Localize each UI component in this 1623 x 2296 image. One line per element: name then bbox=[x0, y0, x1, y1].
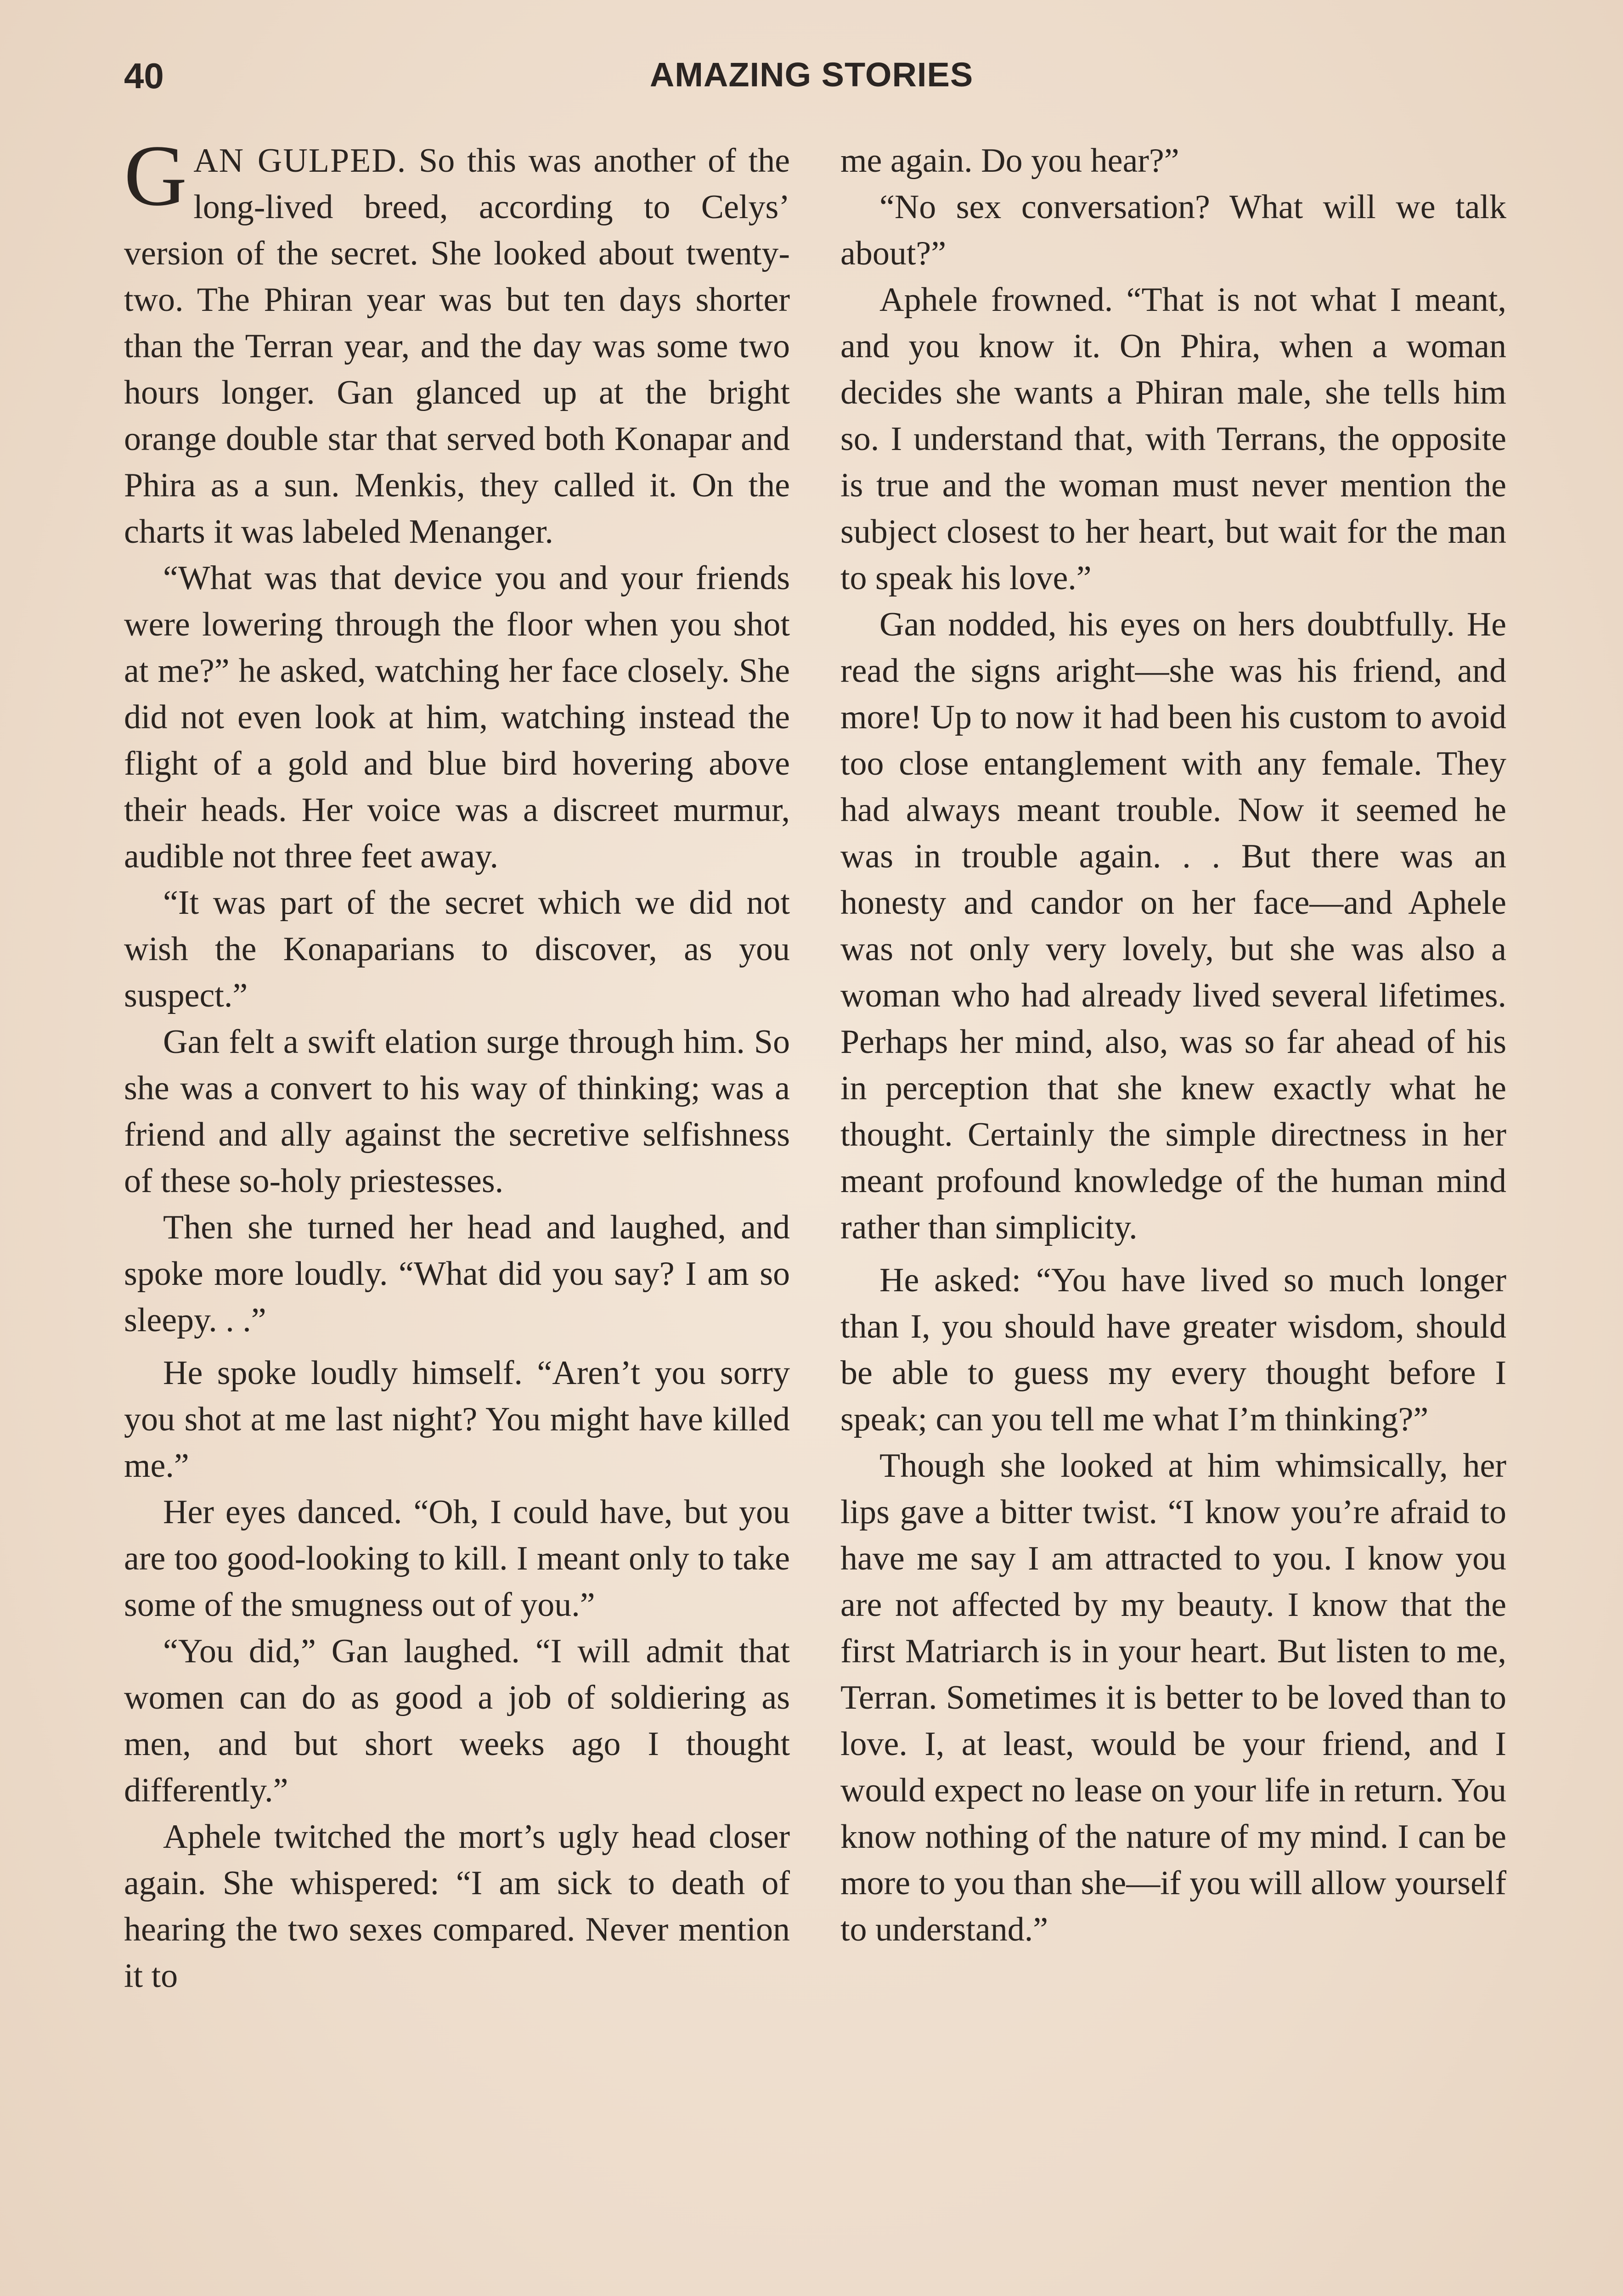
paragraph: Gan felt a swift elation surge through him. So she was a convert to his way of thinking; was a friend and ally against the secretive selfishness of these so-holy priestesses. bbox=[124, 1023, 790, 1200]
paragraph: “What was that device you and your friends were lowering through the floor when you shot at me?” he asked, watching her face closely. She did not even look at him, watching instead the flight of a gold and blue bird hovering above their heads. Her voice was a discreet murmur, audible not three feet away. bbox=[124, 559, 790, 875]
paragraph: Aphele twitched the mort’s ugly head closer again. She whispered: “I am sick to death of hearing the two sexes compared. Never mention it to bbox=[124, 1818, 790, 1995]
paragraph: He spoke loudly himself. “Aren’t you sorry you shot at me last night? You might have killed me.” bbox=[124, 1354, 790, 1485]
paragraph: Her eyes danced. “Oh, I could have, but you are too good-looking to kill. I meant only to take some of the smugness out of you.” bbox=[124, 1493, 790, 1624]
drop-cap: G bbox=[124, 138, 187, 224]
paragraph: Gan nodded, his eyes on hers doubtfully. He read the signs aright—she was his friend, and more! Up to now it had been his custom to avoid too close entanglement with any female. They had always meant trouble. Now it seemed he was in trouble again. . . But there was an honesty and candor on her face—and Aphele was not only very lovely, but she was also a woman who had already lived several lifetimes. Perhaps her mind, also, was so far ahead of his in perception that she knew exactly what he thought. Certainly the simple directness in her meant profound knowledge of the human mind rather than simplicity. bbox=[840, 606, 1506, 1246]
right-column bbox=[840, 138, 1506, 2296]
paragraph: “It was part of the secret which we did not wish the Konaparians to discover, as you suspect.” bbox=[124, 884, 790, 1014]
opening-text: So this was another of the long-lived breed, according to Celys’ version of the secret. She looked about twenty-two. The Phiran year was but ten days shorter than the Terran year, and the day was some two hours longer. Gan glanced up at the bright orange double star that served both Konapar and Phira as a sun. Menkis, they called it. On the charts it was labeled Menanger. bbox=[124, 142, 790, 551]
paragraph: Then she turned her head and laughed, and spoke more loudly. “What did you say? I am so sleepy. . .” bbox=[124, 1209, 790, 1339]
paragraph: Aphele frowned. “That is not what I meant, and you know it. On Phira, when a woman decides she wants a Phiran male, she tells him so. I understand that, with Terrans, the opposite is true and the woman must never mention the subject closest to her heart, but wait for the man to speak his love.” bbox=[840, 281, 1506, 597]
page-header bbox=[124, 55, 1499, 106]
continued-paragraph: me again. Do you hear?” bbox=[840, 142, 1179, 180]
paragraph: “No sex conversation? What will we talk about?” bbox=[840, 188, 1506, 272]
left-column bbox=[124, 138, 790, 2296]
paragraph: “You did,” Gan laughed. “I will admit that women can do as good a job of soldiering as men, and but short weeks ago I thought differently.” bbox=[124, 1632, 790, 1809]
paragraph: Though she looked at him whimsically, her lips gave a bitter twist. “I know you’re afraid to have me say I am attracted to you. I know you are not affected by my beauty. I know that the first Matriarch is in your heart. But listen to me, Terran. Sometimes it is better to be loved than to love. I, at least, would be your friend, and I would expect no lease on your life in return. You know nothing of the nature of my mind. I can be more to you than she—if you will allow yourself to understand.” bbox=[840, 1447, 1506, 1948]
opening-small-caps: AN GULPED. bbox=[193, 142, 407, 180]
running-title: AMAZING STORIES bbox=[649, 56, 974, 94]
paragraph: He asked: “You have lived so much longer than I, you should have greater wisdom, should be able to guess my every thought before I speak; can you tell me what I’m thinking?” bbox=[840, 1261, 1506, 1438]
opening-paragraph bbox=[124, 138, 790, 555]
page-number: 40 bbox=[124, 56, 164, 96]
text-columns bbox=[124, 138, 1506, 2296]
